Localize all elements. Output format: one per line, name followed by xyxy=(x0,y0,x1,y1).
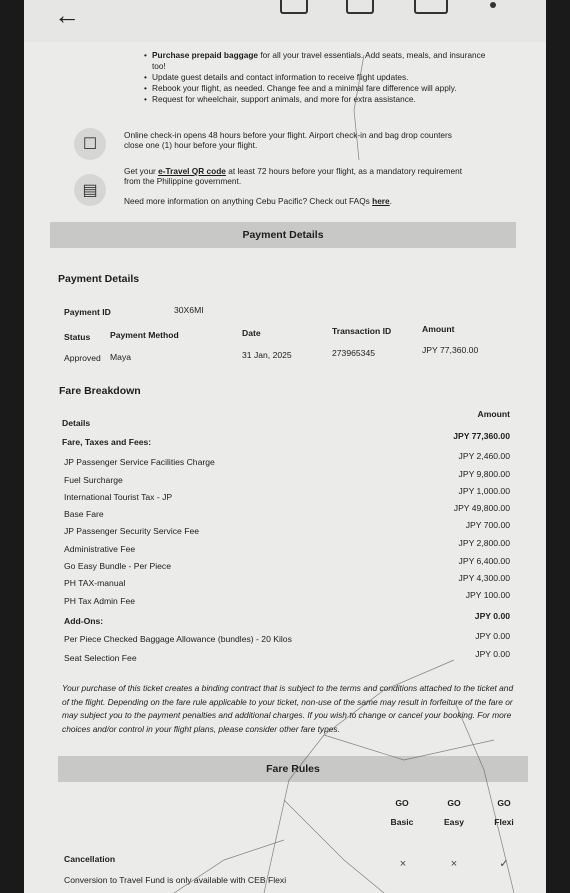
fare-item: Fuel Surcharge xyxy=(64,475,123,485)
bullet-text: Update guest details and contact information to receive flight updates. xyxy=(152,72,409,82)
cancel-flexi-mark: ✓ xyxy=(499,858,509,870)
date-value: 31 Jan, 2025 xyxy=(242,350,292,360)
addons-label: Add-Ons: xyxy=(64,616,104,626)
document-icon: ▤ xyxy=(74,174,106,206)
addons-total: JPY 0.00 xyxy=(474,611,510,621)
bullet-text: Request for wheelchair, support animals, and more for extra assistance. xyxy=(152,94,416,104)
method-value: Maya xyxy=(110,352,132,362)
phone-screen xyxy=(24,0,546,893)
fare-item: Administrative Fee xyxy=(64,544,136,554)
fare-item: JP Passenger Service Facilities Charge xyxy=(64,457,215,467)
fare-item: International Tourist Tax - JP xyxy=(64,492,173,502)
fare-amount: JPY 100.00 xyxy=(465,590,510,600)
payment-id-label: Payment ID xyxy=(64,307,111,317)
fare-amount: JPY 6,400.00 xyxy=(458,556,510,566)
col-top: GO xyxy=(497,798,511,808)
phone-checkin-icon: ☐ xyxy=(74,128,106,160)
col-bottom: Flexi xyxy=(494,817,514,827)
faq-text: Need more information on anything Cebu Pacific? Check out FAQs xyxy=(124,196,373,206)
fare-amount: JPY 2,800.00 xyxy=(458,538,510,548)
col-top: GO xyxy=(447,798,461,808)
prepaid-baggage-link[interactable]: Purchase prepaid baggage xyxy=(152,50,259,60)
col-bottom: Easy xyxy=(443,817,465,827)
transaction-header: Transaction ID xyxy=(332,326,392,336)
col-bottom: Basic xyxy=(390,817,414,827)
date-header: Date xyxy=(242,328,261,338)
fare-amount: JPY 700.00 xyxy=(465,520,510,530)
fare-item: PH Tax Admin Fee xyxy=(64,596,136,606)
transaction-value: 273965345 xyxy=(332,348,376,358)
bullet-text: Rebook your flight, as needed. Change fee and a minimal fare difference will apply. xyxy=(152,83,457,93)
etravel-line2: from the Philippine government. xyxy=(124,176,242,186)
fare-rules-banner: Fare Rules xyxy=(58,756,528,782)
faq-suffix: . xyxy=(389,196,392,206)
payment-details-banner: Payment Details xyxy=(50,222,516,248)
fare-amount: JPY 1,000.00 xyxy=(458,486,510,496)
fare-item: Base Fare xyxy=(64,509,104,519)
fees-label: Fare, Taxes and Fees: xyxy=(62,437,152,447)
terms-paragraph: Your purchase of this ticket creates a binding contract that is subject to the terms and conditions attached to the ticket and of the flight. Depending on the fare rule applicable to your ticket, non-use of the same may result in forfeiture of the fare or may subject you to the payment penalties and additional charges. If you wish to change or cancel your booking. For more choices and/or control in your flight plans, please consider other fare types. xyxy=(62,683,514,734)
etravel-link[interactable]: e-Travel QR code xyxy=(158,166,226,176)
etravel-rest: at least 72 hours before your flight, as a mandatory requirement xyxy=(225,166,463,176)
addon-item: Seat Selection Fee xyxy=(64,653,137,663)
status-header: Status xyxy=(64,332,91,342)
fare-amount: JPY 2,460.00 xyxy=(458,451,510,461)
amount-label: Amount xyxy=(477,409,510,419)
screen-crack xyxy=(24,0,546,893)
faq-link[interactable]: here xyxy=(372,196,390,206)
bullet-text: for all your travel essentials. Add seats, meals, and insurance too! xyxy=(152,50,486,71)
fare-breakdown-title: Fare Breakdown xyxy=(59,385,141,397)
fare-amount: JPY 9,800.00 xyxy=(458,469,510,479)
cancel-basic-mark: × xyxy=(399,858,407,870)
fare-amount: JPY 49,800.00 xyxy=(453,503,510,513)
addon-amount: JPY 0.00 xyxy=(475,631,510,641)
payment-section-title: Payment Details xyxy=(58,273,140,285)
amount-header: Amount xyxy=(422,324,455,334)
fare-item: PH TAX-manual xyxy=(64,578,126,588)
status-value: Approved xyxy=(64,353,101,363)
fare-amount: JPY 4,300.00 xyxy=(458,573,510,583)
addon-amount: JPY 0.00 xyxy=(475,649,510,659)
amount-value: JPY 77,360.00 xyxy=(422,345,479,355)
etravel-prefix: Get your xyxy=(124,166,159,176)
fees-total: JPY 77,360.00 xyxy=(453,431,510,441)
checkin-text: Online check-in opens 48 hours before your flight. Airport check-in and bag drop counters xyxy=(124,130,452,140)
details-label: Details xyxy=(62,418,91,428)
method-header: Payment Method xyxy=(110,330,179,340)
cancellation-label: Cancellation xyxy=(64,854,116,864)
col-top: GO xyxy=(395,798,409,808)
fare-item: Go Easy Bundle - Per Piece xyxy=(64,561,171,571)
arrow-left-icon[interactable]: ← xyxy=(54,0,80,30)
payment-id-value: 30X6MI xyxy=(174,305,204,315)
addon-item: Per Piece Checked Baggage Allowance (bundles) - 20 Kilos xyxy=(64,634,292,644)
fare-item: JP Passenger Security Service Fee xyxy=(64,526,200,536)
checkin-text-2: close one (1) hour before your flight. xyxy=(124,140,258,150)
cancel-easy-mark: × xyxy=(450,858,458,870)
conversion-text: Conversion to Travel Fund is only available with CEB Flexi xyxy=(64,875,287,885)
